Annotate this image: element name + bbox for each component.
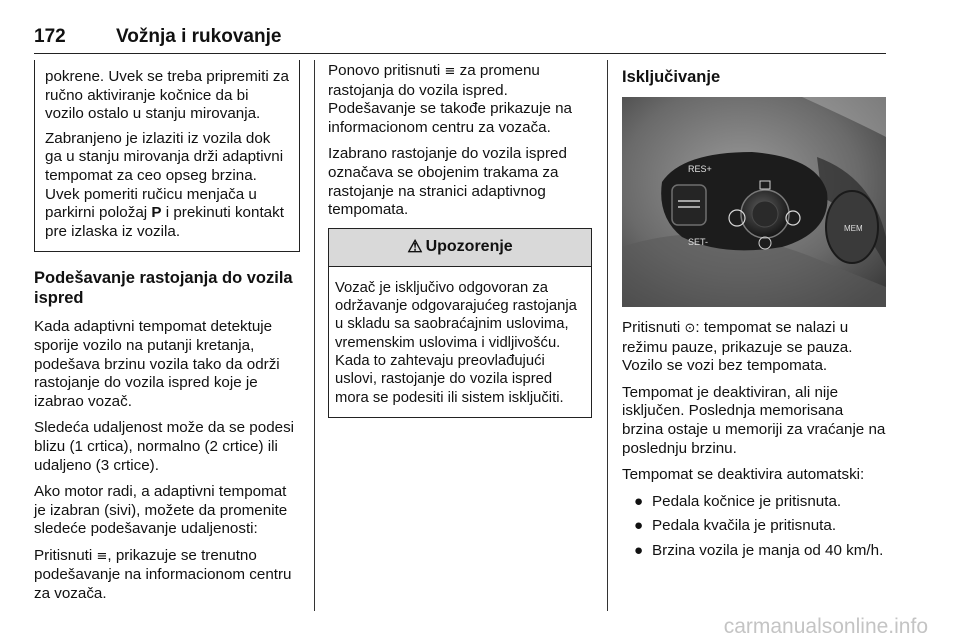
- list-item: ● Pedala kočnice je pritisnuta.: [634, 492, 842, 510]
- set-label: SET-: [688, 237, 709, 247]
- paragraph: Pritisnuti ⊙: tempomat se nalazi u režimu pauze, prikazuje se pauza. Vozilo se vozi bez tempomata.: [622, 319, 853, 375]
- watermark: carmanualsonline.info: [723, 615, 928, 638]
- column-2: [328, 62, 592, 418]
- steering-wheel-controls-photo: [622, 97, 886, 307]
- column-3: [622, 62, 886, 567]
- paragraph: Sledeća udaljenost može da se podesi blizu (1 crtica), normalno (2 crtice) ili udaljeno (3 crtice).: [34, 419, 295, 474]
- paragraph: Kada adaptivni tempomat detektuje sporije vozilo na putanji kretanja, podešava brzinu vozila tako da održi rastojanje do vozila ispred koje je izabrao vozač.: [34, 318, 280, 410]
- chapter-title: Vožnja i rukovanje: [116, 26, 282, 47]
- mem-label: MEM: [844, 224, 863, 233]
- warning-continuation-box: [34, 60, 300, 252]
- column-divider: [314, 60, 315, 611]
- res-label: RES+: [688, 164, 712, 174]
- list-item: ● Brzina vozila je manja od 40 km/h.: [634, 541, 884, 559]
- column-1: [34, 62, 300, 612]
- paragraph: Izabrano rastojanje do vozila ispred označava se obojenim trakama za rastojanje na stranici adaptivnog tempomata.: [328, 145, 567, 219]
- section-heading: Isključivanje: [622, 68, 721, 86]
- paragraph: Tempomat je deaktiviran, ali nije isključen. Poslednja memorisana brzina ostaje u memoriji za vraćanje na poslednju brzinu.: [622, 383, 886, 457]
- page-number: 172: [34, 26, 66, 47]
- distance-icon: ≡: [96, 548, 108, 564]
- paragraph: Pritisnuti ≡, prikazuje se trenutno podešavanje na informacionom centru za vozača.: [34, 546, 292, 603]
- bullet-icon: ●: [634, 492, 644, 510]
- paragraph: Ako motor radi, a adaptivni tempomat je izabran (sivi), možete da promenite sledeće podešavanje udaljenosti:: [34, 483, 288, 538]
- paragraph: Ponovo pritisnuti ≡ za promenu rastojanja do vozila ispred. Podešavanje se takođe prikazuje na informacionom centru za vozača.: [328, 62, 573, 136]
- cruise-control-icon: ⊙: [684, 321, 696, 336]
- list-item: ● Pedala kvačila je pritisnuta.: [634, 517, 837, 535]
- bullet-icon: ●: [634, 541, 644, 559]
- warning-icon: ⚠: [407, 236, 423, 256]
- page-header: [34, 20, 886, 54]
- section-heading: Podešavanje rastojanja do vozila ispred: [34, 269, 293, 308]
- paragraph: pokrene. Uvek se treba pripremiti za ručno aktiviranje kočnice da bi vozilo ostalo u stanju mirovanja.: [45, 68, 289, 123]
- column-divider: [607, 60, 608, 611]
- warning-title: Upozorenje: [425, 237, 513, 255]
- warning-header: [329, 229, 591, 267]
- paragraph: Zabranjeno je izlaziti iz vozila dok ga u stanju mirovanja drži adaptivni tempomat za ceo opseg brzina. Uvek pomeriti ručicu menjača u parkirni položaj P i prekinuti kontakt pre izlaska iz vozila.: [45, 129, 284, 240]
- warning-box: [328, 228, 592, 418]
- park-position-label: P: [151, 204, 162, 222]
- bullet-icon: ●: [634, 517, 644, 535]
- warning-text: Vozač je isključivo odgovoran za održavanje odgovarajućeg rastojanja u skladu sa saobraćajnim uslovima, vremenskim uslovima i vidljivošću. Kada to zahtevaju preovlađujući uslovi, rastojanje do vozila ispred mora se podesiti ili sistem isključiti.: [335, 279, 577, 406]
- paragraph: Tempomat se deaktivira automatski:: [622, 466, 865, 484]
- distance-icon: ≡: [444, 64, 456, 79]
